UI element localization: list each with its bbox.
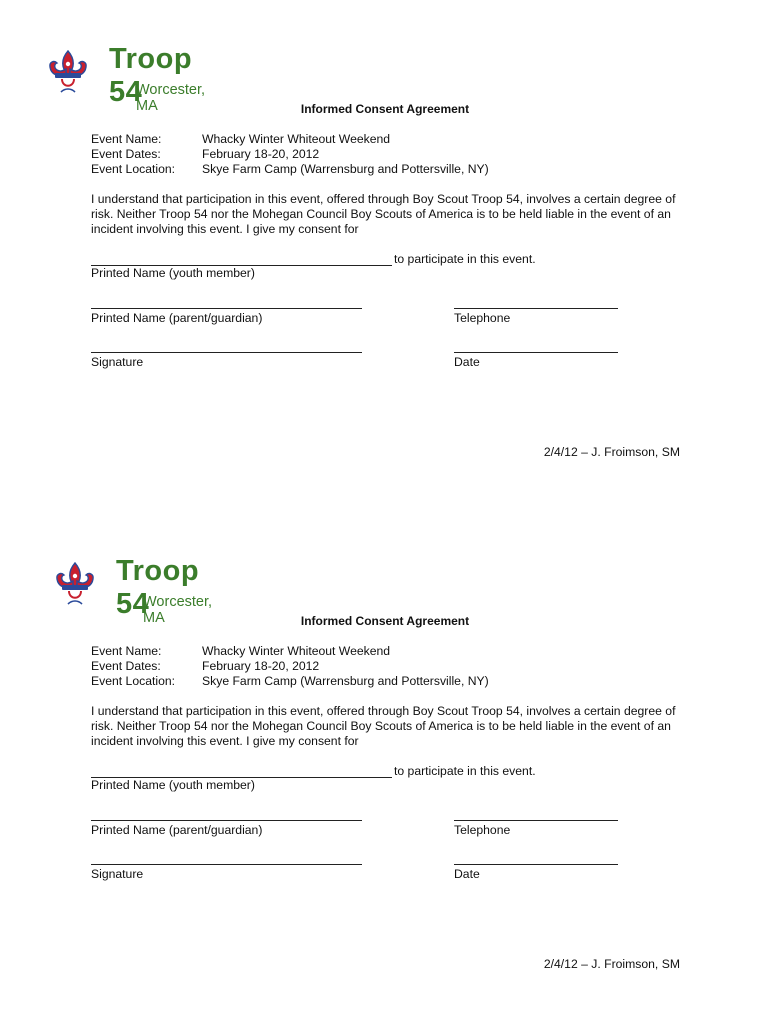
date-label: Date (454, 355, 480, 369)
form-heading: Informed Consent Agreement (300, 614, 470, 628)
event-location-value: Skye Farm Camp (Warrensburg and Pottersville, NY) (202, 674, 489, 688)
troop-location: Worcester, MA (143, 594, 213, 626)
event-name-label: Event Name: (91, 644, 162, 658)
event-name-label: Event Name: (91, 132, 162, 146)
fleur-de-lis-emblem-icon (46, 48, 90, 96)
consent-paragraph: I understand that participation in this event, offered through Boy Scout Troop 54, involves a certain degree of risk. Neither Troop 54 nor the Mohegan Council Boy Scouts of America is to be held liable in the event of an incident involving this event. I give my consent for (91, 704, 676, 749)
fleur-de-lis-emblem-icon (53, 560, 97, 608)
date-line[interactable] (454, 352, 618, 353)
form-footer: 2/4/12 – J. Froimson, SM (543, 445, 680, 459)
event-name-value: Whacky Winter Whiteout Weekend (202, 644, 391, 658)
event-location-value: Skye Farm Camp (Warrensburg and Pottersville, NY) (202, 162, 489, 176)
date-label: Date (454, 867, 480, 881)
parent-name-label: Printed Name (parent/guardian) (91, 311, 263, 325)
date-line[interactable] (454, 864, 618, 865)
parent-name-line[interactable] (91, 820, 362, 821)
youth-name-label: Printed Name (youth member) (91, 778, 255, 792)
parent-name-label: Printed Name (parent/guardian) (91, 823, 263, 837)
consent-form-copy-2 (0, 512, 770, 1024)
troop-location: Worcester, MA (136, 82, 206, 114)
telephone-line[interactable] (454, 308, 618, 309)
signature-line[interactable] (91, 352, 362, 353)
telephone-line[interactable] (454, 820, 618, 821)
youth-name-label: Printed Name (youth member) (91, 266, 255, 280)
event-dates-label: Event Dates: (91, 659, 161, 673)
parent-name-line[interactable] (91, 308, 362, 309)
participate-text: to participate in this event. (394, 764, 536, 778)
form-footer: 2/4/12 – J. Froimson, SM (543, 957, 680, 971)
event-dates-label: Event Dates: (91, 147, 161, 161)
form-heading: Informed Consent Agreement (300, 102, 470, 116)
signature-label: Signature (91, 867, 144, 881)
signature-line[interactable] (91, 864, 362, 865)
event-location-label: Event Location: (91, 162, 176, 176)
telephone-label: Telephone (454, 823, 511, 837)
event-dates-value: February 18-20, 2012 (202, 147, 320, 161)
event-name-value: Whacky Winter Whiteout Weekend (202, 132, 391, 146)
consent-paragraph: I understand that participation in this event, offered through Boy Scout Troop 54, involves a certain degree of risk. Neither Troop 54 nor the Mohegan Council Boy Scouts of America is to be held liable in the event of an incident involving this event. I give my consent for (91, 192, 676, 237)
event-location-label: Event Location: (91, 674, 176, 688)
participate-text: to participate in this event. (394, 252, 536, 266)
troop-title: Troop 54 (116, 555, 200, 620)
troop-title: Troop 54 (109, 43, 193, 108)
event-dates-value: February 18-20, 2012 (202, 659, 320, 673)
signature-label: Signature (91, 355, 144, 369)
telephone-label: Telephone (454, 311, 511, 325)
